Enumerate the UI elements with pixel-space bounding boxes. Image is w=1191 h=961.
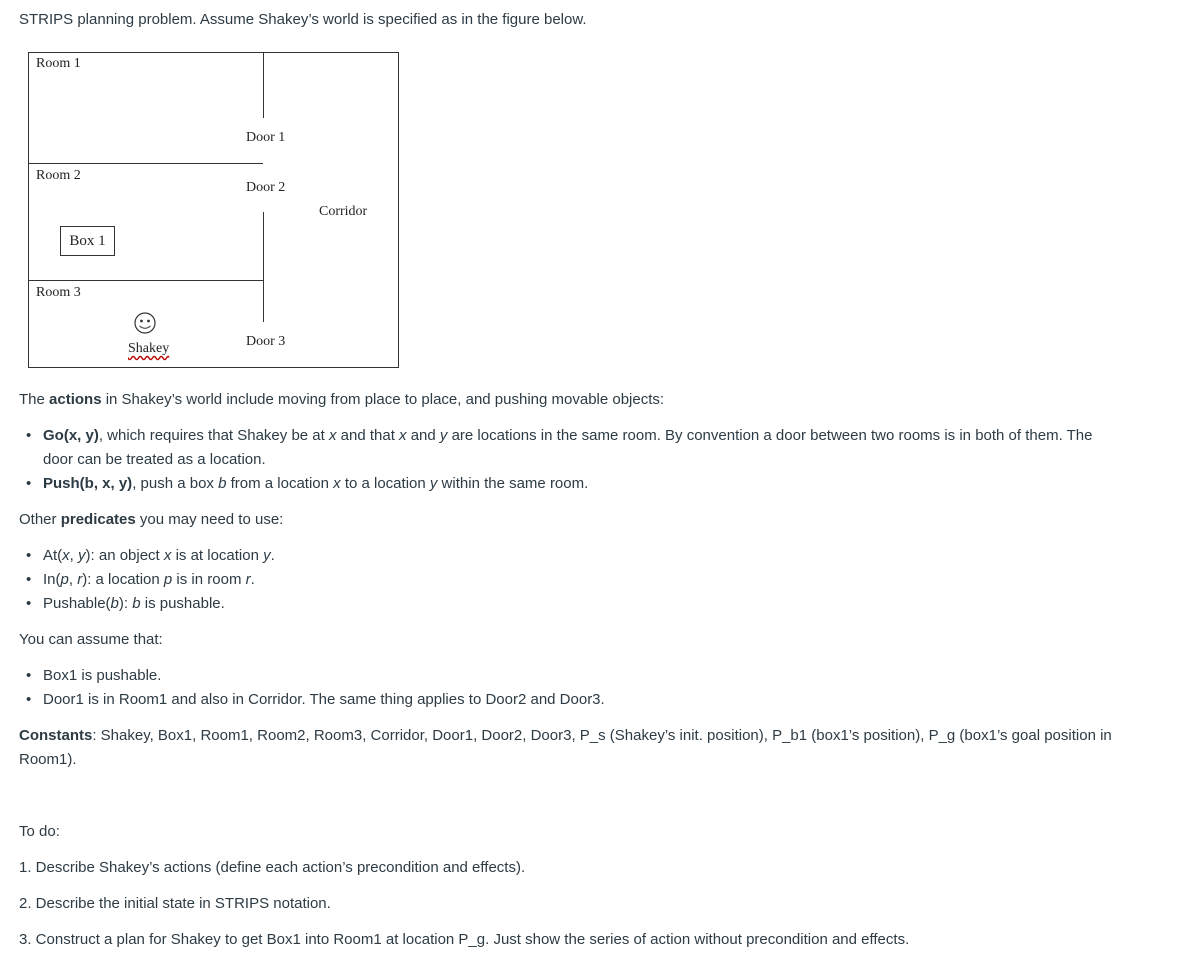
shakey-label: Shakey (128, 341, 170, 356)
corridor-label: Corridor (319, 204, 368, 219)
predicate-pushable: • Pushable(b): b is pushable. (43, 592, 275, 616)
room3-label: Room 3 (36, 285, 81, 300)
actions-intro: The actions in Shakey’s world include moving from place to place, and pushing movable objects: (19, 391, 665, 408)
predicates-intro: Other predicates you may need to use: (19, 511, 284, 528)
assumption-item: • Door1 is in Room1 and also in Corridor. The same thing applies to Door2 and Door3. (43, 688, 605, 712)
shakey-robot-icon (135, 313, 155, 333)
predicate-in: • In(p, r): a location p is in room r. (43, 568, 275, 592)
door1-label: Door 1 (246, 130, 286, 145)
todo-heading: To do: (19, 823, 60, 840)
constants-paragraph: Constants: Shakey, Box1, Room1, Room2, Room3, Corridor, Door1, Door2, Door3, P_s (Shakey’s init. position), P_b1 (box1’s position), P_g (box1’s goal position in Room1). (19, 727, 1112, 768)
actions-list (43, 424, 1173, 496)
predicates-list (43, 544, 275, 616)
action-go: • Go(x, y), which requires that Shakey be at x and that x and y are locations in the same room. By convention a door between two rooms is in both of them. The door can be treated as a location. (43, 424, 1173, 472)
door2-label: Door 2 (246, 180, 286, 195)
assume-intro: You can assume that: (19, 631, 163, 648)
action-push: • Push(b, x, y), push a box b from a location x to a location y within the same room. (43, 472, 1173, 496)
predicate-at: • At(x, y): an object x is at location y. (43, 544, 275, 568)
door3-label: Door 3 (246, 334, 286, 349)
assumptions-list (43, 664, 605, 712)
todo-item-2: 2. Describe the initial state in STRIPS notation. (19, 895, 331, 912)
intro-text: STRIPS planning problem. Assume Shakey’s world is specified as in the figure below. (19, 11, 587, 28)
shakey-world-figure (28, 52, 399, 368)
assumption-item: • Box1 is pushable. (43, 664, 605, 688)
todo-item-1: 1. Describe Shakey’s actions (define each action’s precondition and effects). (19, 859, 526, 876)
box1: Box 1 (60, 226, 115, 256)
room2-label: Room 2 (36, 168, 81, 183)
todo-item-3: 3. Construct a plan for Shakey to get Box1 into Room1 at location P_g. Just show the series of action without precondition and effects. (19, 931, 910, 948)
room1-label: Room 1 (36, 56, 81, 71)
